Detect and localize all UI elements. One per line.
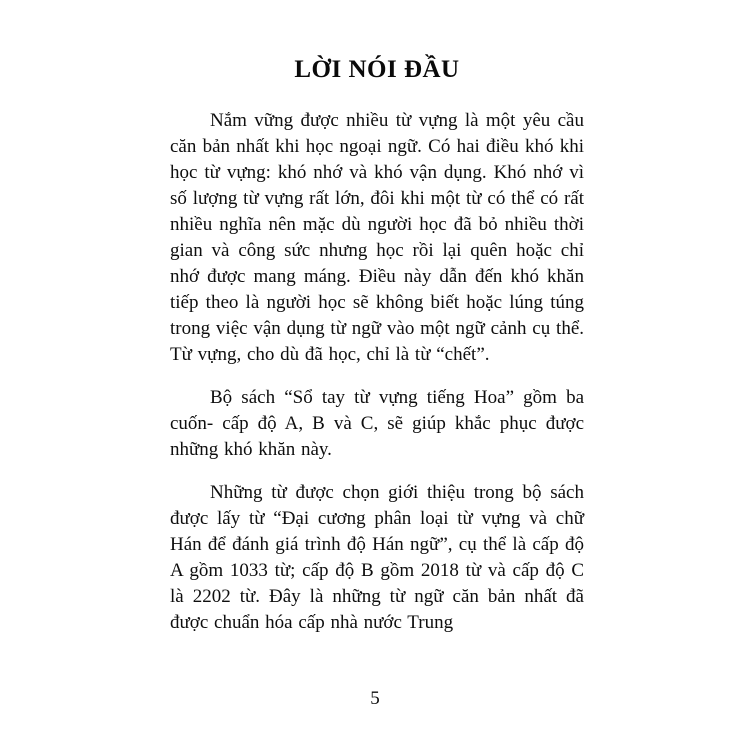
paragraph: Nắm vững được nhiều từ vựng là một yêu cầu căn bản nhất khi học ngoại ngữ. Có hai điều khó khi học từ vựng: khó nhớ và khó vận dụng. Khó nhớ vì số lượng từ vựng rất lớn, đôi khi một từ có thể có rất nhiều nghĩa nên mặc dù người học đã bỏ nhiều thời gian và công sức nhưng học rồi lại quên hoặc chỉ nhớ được mang máng. Điều này dẫn đến khó khăn tiếp theo là người học sẽ không biết hoặc lúng túng trong việc vận dụng từ ngữ vào một ngữ cảnh cụ thể. Từ vựng, cho dù đã học, chỉ là từ “chết”.	[170, 110, 584, 365]
preface-content	[170, 56, 584, 653]
page-number: 5	[370, 688, 380, 709]
paragraph: Bộ sách “Sổ tay từ vựng tiếng Hoa” gồm ba cuốn- cấp độ A, B và C, sẽ giúp khắc phục được những khó khăn này.	[170, 387, 584, 460]
page-title: LỜI NÓI ĐẦU	[294, 56, 460, 83]
paragraph: Những từ được chọn giới thiệu trong bộ sách được lấy từ “Đại cương phân loại từ vựng và chữ Hán để đánh giá trình độ Hán ngữ”, cụ thể là cấp độ A gồm 1033 từ; cấp độ B gồm 2018 từ và cấp độ C là 2202 từ. Đây là những từ ngữ căn bản nhất đã được chuẩn hóa cấp nhà nước Trung	[170, 482, 584, 633]
